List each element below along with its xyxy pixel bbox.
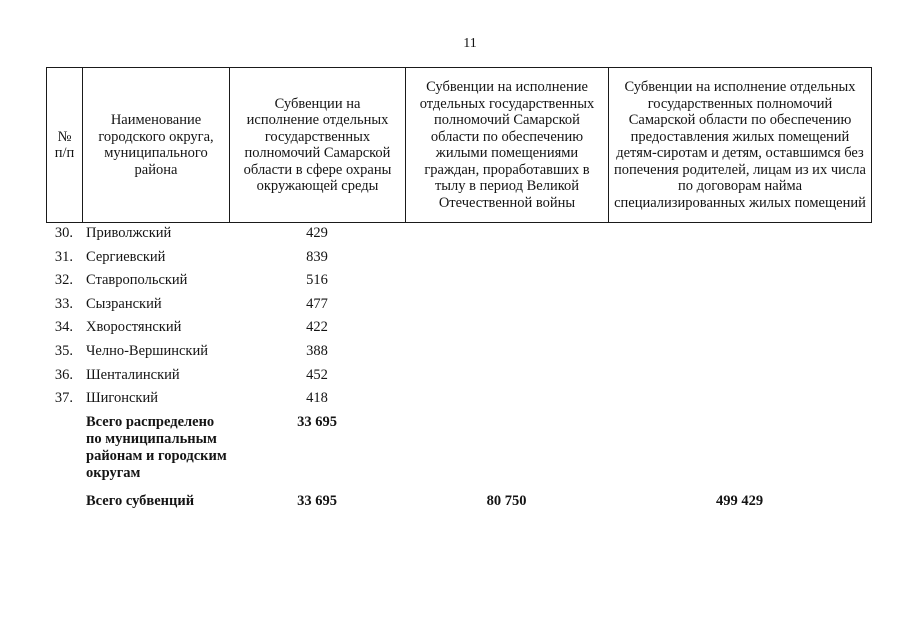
total-distributed-environment-value: 33 695 — [297, 413, 337, 430]
row-environment-value: 839 — [306, 248, 328, 265]
row-environment-value: 477 — [306, 295, 328, 312]
table-row — [46, 222, 871, 246]
total-subventions-row — [46, 482, 871, 514]
row-district-name: Ставропольский — [86, 272, 188, 289]
total-subventions-veterans-value: 80 750 — [486, 492, 527, 509]
row-district-name: Сергиевский — [86, 248, 166, 265]
row-number: 31. — [54, 248, 73, 265]
row-number: 36. — [54, 366, 73, 383]
page-number: 11 — [463, 36, 477, 51]
row-number: 33. — [54, 295, 73, 312]
header-veterans-housing-subvention: Субвенции на исполнение отдельных государственных полномочий Самарской области по обеспечению жилыми помещениями граждан, проработавших в тылу в период Великой Отечественной войны — [406, 68, 609, 223]
row-number: 37. — [54, 390, 73, 407]
row-number: 30. — [54, 225, 73, 241]
table-row — [46, 293, 871, 317]
row-environment-value: 418 — [306, 390, 328, 407]
total-subventions-orphans-value: 499 429 — [715, 492, 764, 509]
row-district-name: Шигонский — [86, 390, 158, 407]
table-row — [46, 387, 871, 411]
total-distributed-row — [46, 411, 871, 482]
row-district-name: Сызранский — [86, 295, 162, 312]
row-district-name: Шенталинский — [86, 366, 180, 383]
row-environment-value: 516 — [306, 272, 328, 289]
row-district-name: Хворостянский — [86, 319, 182, 336]
row-environment-value: 388 — [306, 342, 328, 359]
row-environment-value: 429 — [306, 225, 328, 241]
header-environment-subvention: Субвенции на исполнение отдельных государственных полномочий Самарской области в сфере охраны окружающей среды — [230, 68, 406, 223]
table-row — [46, 316, 871, 340]
header-orphans-housing-subvention: Субвенции на исполнение отдельных государственных полномочий Самарской области по обеспечению предоставления жилых помещений детям-сиротам и детям, оставшимся без попечения родителей, лицам из их числа по договорам найма специализированных жилых помещений — [609, 68, 872, 223]
table-row — [46, 269, 871, 293]
table-row — [46, 364, 871, 388]
row-number: 32. — [54, 272, 73, 289]
header-number: № п/п — [47, 68, 83, 223]
table-row — [46, 246, 871, 270]
row-environment-value: 452 — [306, 366, 328, 383]
table-body — [46, 222, 871, 513]
total-subventions-label: Всего субвенций — [86, 492, 195, 509]
row-number: 34. — [54, 319, 73, 336]
row-environment-value: 422 — [306, 319, 328, 336]
total-subventions-environment-value: 33 695 — [297, 492, 337, 509]
table-header — [46, 67, 872, 223]
row-district-name: Челно-Вершинский — [86, 342, 208, 359]
row-district-name: Приволжский — [86, 225, 172, 241]
row-number: 35. — [54, 342, 73, 359]
total-distributed-label: Всего распределено по муниципальным районам и городским округам — [86, 413, 227, 481]
table-row — [46, 340, 871, 364]
header-district-name: Наименование городского округа, муниципального района — [83, 68, 230, 223]
